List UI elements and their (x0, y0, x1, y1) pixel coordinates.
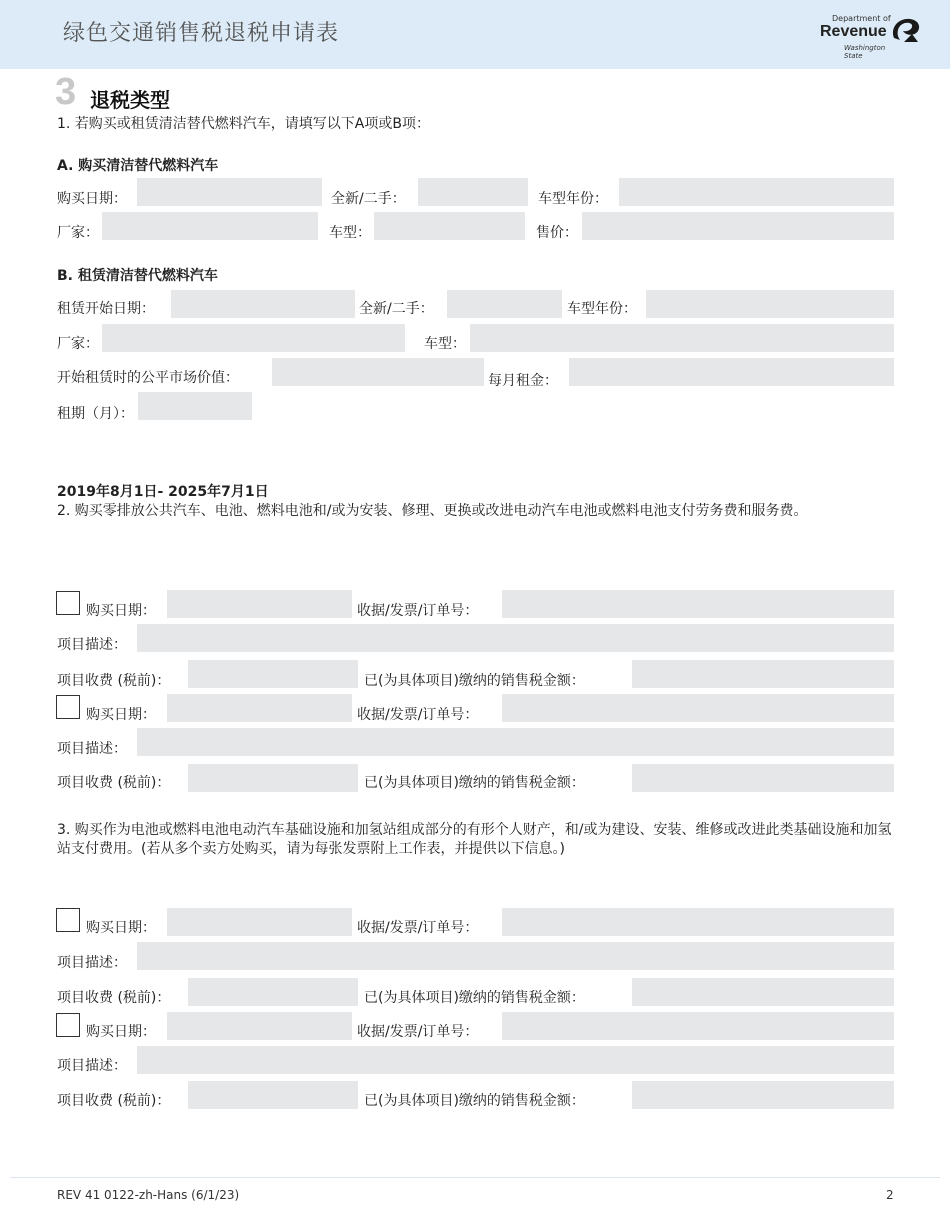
q3-item2-tax-field[interactable] (632, 1081, 894, 1109)
q3-item1-tax-field[interactable] (632, 978, 894, 1006)
section-title: 退税类型 (90, 88, 170, 112)
q3-item1-tax-label: 已(为具体项目)缴纳的销售税金额： (364, 990, 585, 1006)
b-model-year-field[interactable] (646, 290, 894, 318)
q2-item2-checkbox[interactable] (56, 695, 80, 719)
page-number: 2 (886, 1188, 894, 1202)
section-number: 3 (55, 71, 77, 113)
q3-item2-receipt-field[interactable] (502, 1012, 894, 1040)
b-lease-start-field[interactable] (171, 290, 355, 318)
b-model-field[interactable] (470, 324, 894, 352)
q2-item1-receipt-label: 收据/发票/订单号： (357, 603, 479, 619)
logo-dept-text: Department of (832, 14, 891, 23)
q2-item2-desc-label: 项目描述： (57, 741, 127, 757)
q2-item2-charge-field[interactable] (188, 764, 358, 792)
q3-item2-charge-label: 项目收费 (税前)： (57, 1093, 171, 1109)
b-make-field[interactable] (102, 324, 405, 352)
q3-item2-charge-field[interactable] (188, 1081, 358, 1109)
b-term-label: 租期（月）： (57, 406, 134, 422)
q2-item1-checkbox[interactable] (56, 591, 80, 615)
q3-item1-checkbox[interactable] (56, 908, 80, 932)
footer-divider (10, 1177, 940, 1178)
q2-text: 2. 购买零排放公共汽车、电池、燃料电池和/或为安装、修理、更换或改进电动汽车电池或燃料电池支付劳务费和服务费。 (57, 503, 808, 519)
q2-item2-date-field[interactable] (167, 694, 352, 722)
q3-item1-date-label: 购买日期： (86, 920, 156, 936)
a-price-field[interactable] (582, 212, 894, 240)
b-fair-value-label: 开始租赁时的公平市场价值： (57, 370, 239, 386)
q1-text: 1. 若购买或租赁清洁替代燃料汽车，请填写以下A项或B项： (57, 116, 430, 132)
q3-item2-desc-label: 项目描述： (57, 1058, 127, 1074)
logo-mark-icon (888, 16, 922, 44)
a-make-label: 厂家： (57, 225, 99, 241)
q2-item2-charge-label: 项目收费 (税前)： (57, 775, 171, 791)
q2-item1-date-field[interactable] (167, 590, 352, 618)
q2-date-range: 2019年8月1日- 2025年7月1日 (57, 484, 269, 500)
b-term-field[interactable] (138, 392, 252, 420)
a-price-label: 售价： (536, 225, 578, 241)
q3-item1-charge-field[interactable] (188, 978, 358, 1006)
q2-item1-tax-label: 已(为具体项目)缴纳的销售税金额： (364, 673, 585, 689)
b-fair-value-field[interactable] (272, 358, 484, 386)
q2-item1-receipt-field[interactable] (502, 590, 894, 618)
q1b-heading: B. 租赁清洁替代燃料汽车 (57, 268, 218, 284)
q2-item2-receipt-label: 收据/发票/订单号： (357, 707, 479, 723)
a-purchase-date-field[interactable] (137, 178, 322, 206)
q3-item1-receipt-field[interactable] (502, 908, 894, 936)
b-monthly-field[interactable] (569, 358, 894, 386)
q2-item2-tax-field[interactable] (632, 764, 894, 792)
q3-item2-date-field[interactable] (167, 1012, 352, 1040)
b-new-used-label: 全新/二手： (359, 301, 434, 317)
logo-name-text: Revenue (820, 23, 887, 40)
q2-item2-date-label: 购买日期： (86, 707, 156, 723)
q3-item1-receipt-label: 收据/发票/订单号： (357, 920, 479, 936)
a-new-used-label: 全新/二手： (331, 191, 406, 207)
q3-item2-checkbox[interactable] (56, 1013, 80, 1037)
q2-item2-tax-label: 已(为具体项目)缴纳的销售税金额： (364, 775, 585, 791)
b-monthly-label: 每月租金： (488, 373, 558, 389)
q2-item2-desc-field[interactable] (137, 728, 894, 756)
q3-item2-tax-label: 已(为具体项目)缴纳的销售税金额： (364, 1093, 585, 1109)
q3-item1-desc-label: 项目描述： (57, 955, 127, 971)
q2-item1-charge-field[interactable] (188, 660, 358, 688)
q2-item1-charge-label: 项目收费 (税前)： (57, 673, 171, 689)
a-new-used-field[interactable] (418, 178, 528, 206)
q3-item2-desc-field[interactable] (137, 1046, 894, 1074)
a-model-year-field[interactable] (619, 178, 894, 206)
b-model-label: 车型： (424, 336, 466, 352)
form-title: 绿色交通销售税退税申请表 (63, 21, 340, 46)
q2-item1-date-label: 购买日期： (86, 603, 156, 619)
q3-item1-date-field[interactable] (167, 908, 352, 936)
dor-logo (820, 14, 900, 58)
q3-item1-charge-label: 项目收费 (税前)： (57, 990, 171, 1006)
a-make-field[interactable] (102, 212, 318, 240)
b-model-year-label: 车型年份： (567, 301, 637, 317)
a-model-year-label: 车型年份： (538, 191, 608, 207)
a-model-field[interactable] (374, 212, 525, 240)
q3-text: 3. 购买作为电池或燃料电池电动汽车基础设施和加氢站组成部分的有形个人财产，和/或为建设、安装、维修或改进此类基础设施和加氢站支付费用。(若从多个卖方处购买，请为每张发票附上工作表，并提供以下信息。) (57, 822, 892, 857)
form-id: REV 41 0122-zh-Hans (6/1/23) (57, 1188, 240, 1202)
q3-item2-receipt-label: 收据/发票/订单号： (357, 1024, 479, 1040)
q3-item2-date-label: 购买日期： (86, 1024, 156, 1040)
b-new-used-field[interactable] (447, 290, 562, 318)
a-model-label: 车型： (329, 225, 371, 241)
q2-item1-desc-field[interactable] (137, 624, 894, 652)
q2-item2-receipt-field[interactable] (502, 694, 894, 722)
q3-item1-desc-field[interactable] (137, 942, 894, 970)
page-header (0, 0, 950, 69)
b-lease-start-label: 租赁开始日期： (57, 301, 155, 317)
q2-item1-tax-field[interactable] (632, 660, 894, 688)
q1a-heading: A. 购买清洁替代燃料汽车 (57, 158, 219, 174)
b-make-label: 厂家： (57, 336, 99, 352)
logo-state-text: Washington State (844, 44, 886, 60)
a-purchase-date-label: 购买日期： (57, 191, 127, 207)
q2-item1-desc-label: 项目描述： (57, 637, 127, 653)
